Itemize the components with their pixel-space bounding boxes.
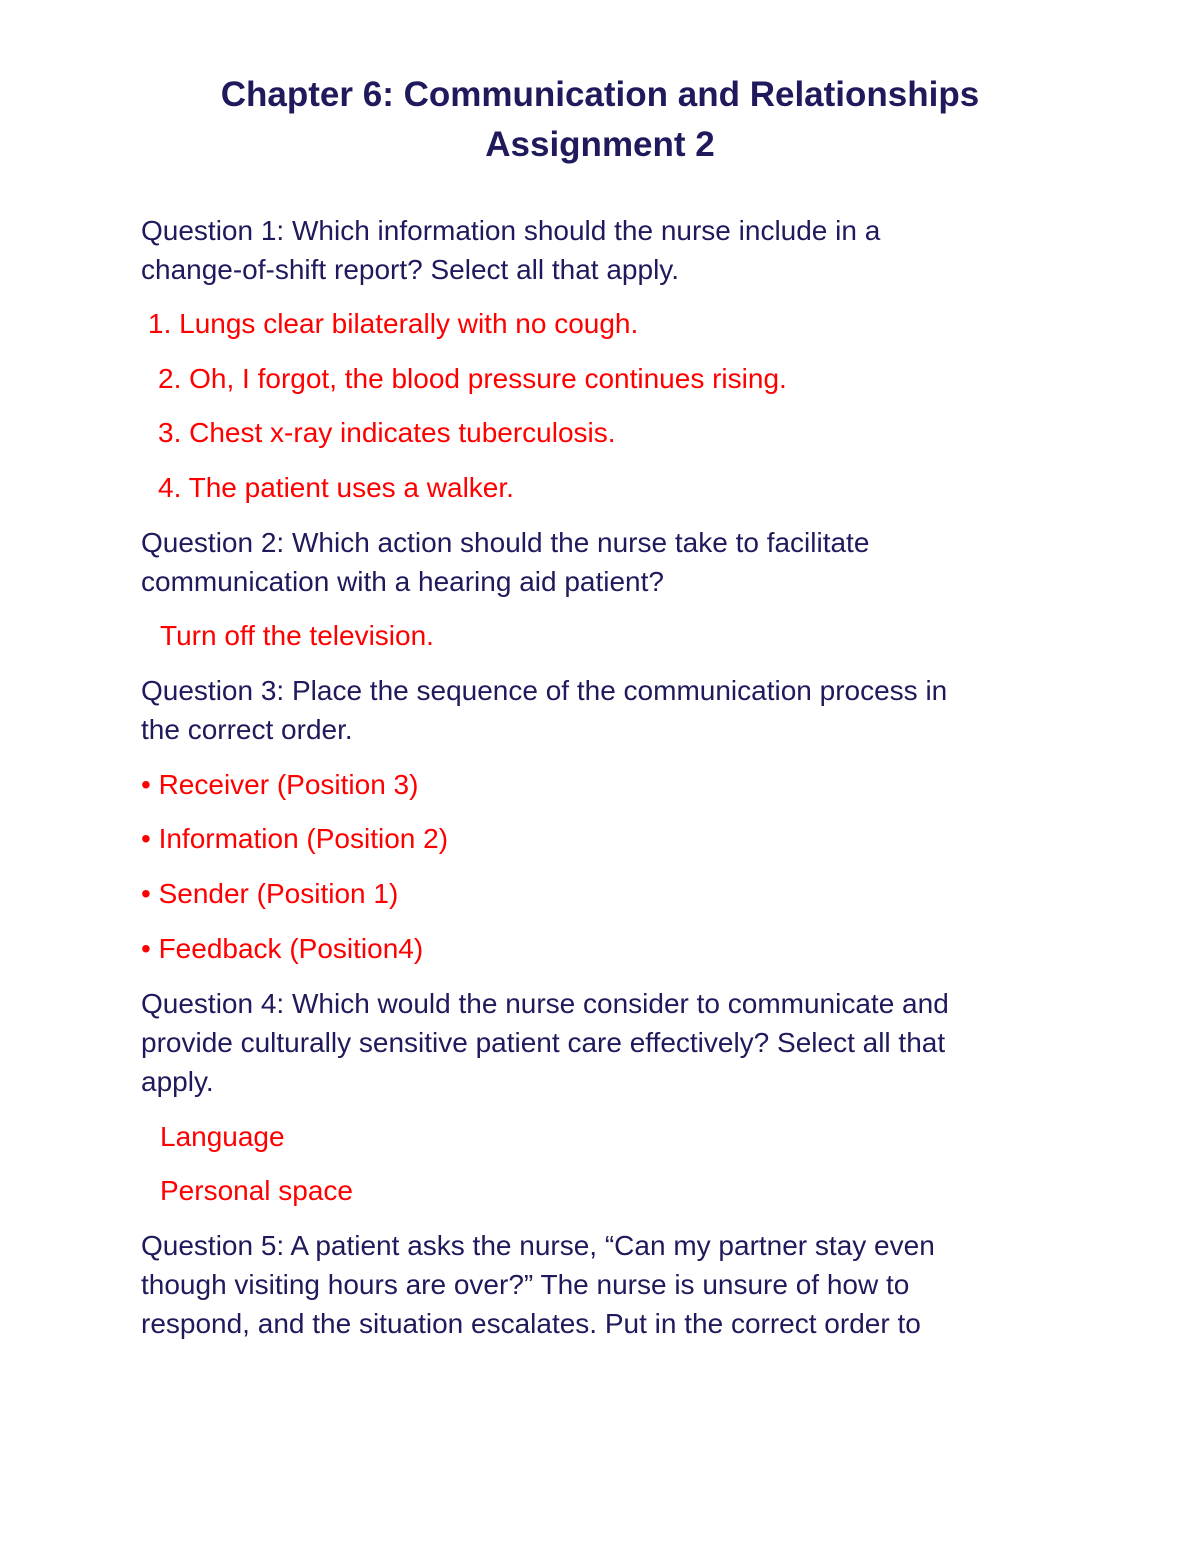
question-1-text-line-1: Question 1: Which information should the nurse include in a [141,215,881,246]
question-3-answer-2: • Information (Position 2) [141,823,449,854]
question-4-answer-1: Language [160,1121,285,1152]
document-title-line-2: Assignment 2 [485,125,715,164]
question-2-text-line-1: Question 2: Which action should the nurse take to facilitate [141,527,870,558]
question-2-answer-1: Turn off the television. [160,620,434,651]
question-3-text-line-1: Question 3: Place the sequence of the communication process in [141,675,948,706]
question-4-answer-2: Personal space [160,1175,354,1206]
question-3-text-line-2: the correct order. [141,714,353,745]
question-3-answer-1: • Receiver (Position 3) [141,769,419,800]
question-4-text-line-1: Question 4: Which would the nurse consider to communicate and [141,988,949,1019]
question-5-text-line-1: Question 5: A patient asks the nurse, “Can my partner stay even [141,1230,935,1261]
question-1-answer-3: 3. Chest x-ray indicates tuberculosis. [158,417,616,448]
question-5-text-line-2: though visiting hours are over?” The nurse is unsure of how to [141,1269,910,1300]
question-2-text-line-2: communication with a hearing aid patient? [141,566,664,597]
question-4-text-line-2: provide culturally sensitive patient care effectively? Select all that [141,1027,946,1058]
document-title-line-1: Chapter 6: Communication and Relationships [220,75,980,114]
question-3-answer-4: • Feedback (Position4) [141,933,424,964]
question-1-answer-1: 1. Lungs clear bilaterally with no cough. [148,308,639,339]
question-1-answer-4: 4. The patient uses a walker. [158,472,514,503]
question-4-text-line-3: apply. [141,1066,214,1097]
question-1-text-line-2: change-of-shift report? Select all that apply. [141,254,680,285]
question-1-answer-2: 2. Oh, I forgot, the blood pressure continues rising. [158,363,787,394]
question-5-text-line-3: respond, and the situation escalates. Put in the correct order to [141,1308,921,1339]
question-3-answer-3: • Sender (Position 1) [141,878,399,909]
